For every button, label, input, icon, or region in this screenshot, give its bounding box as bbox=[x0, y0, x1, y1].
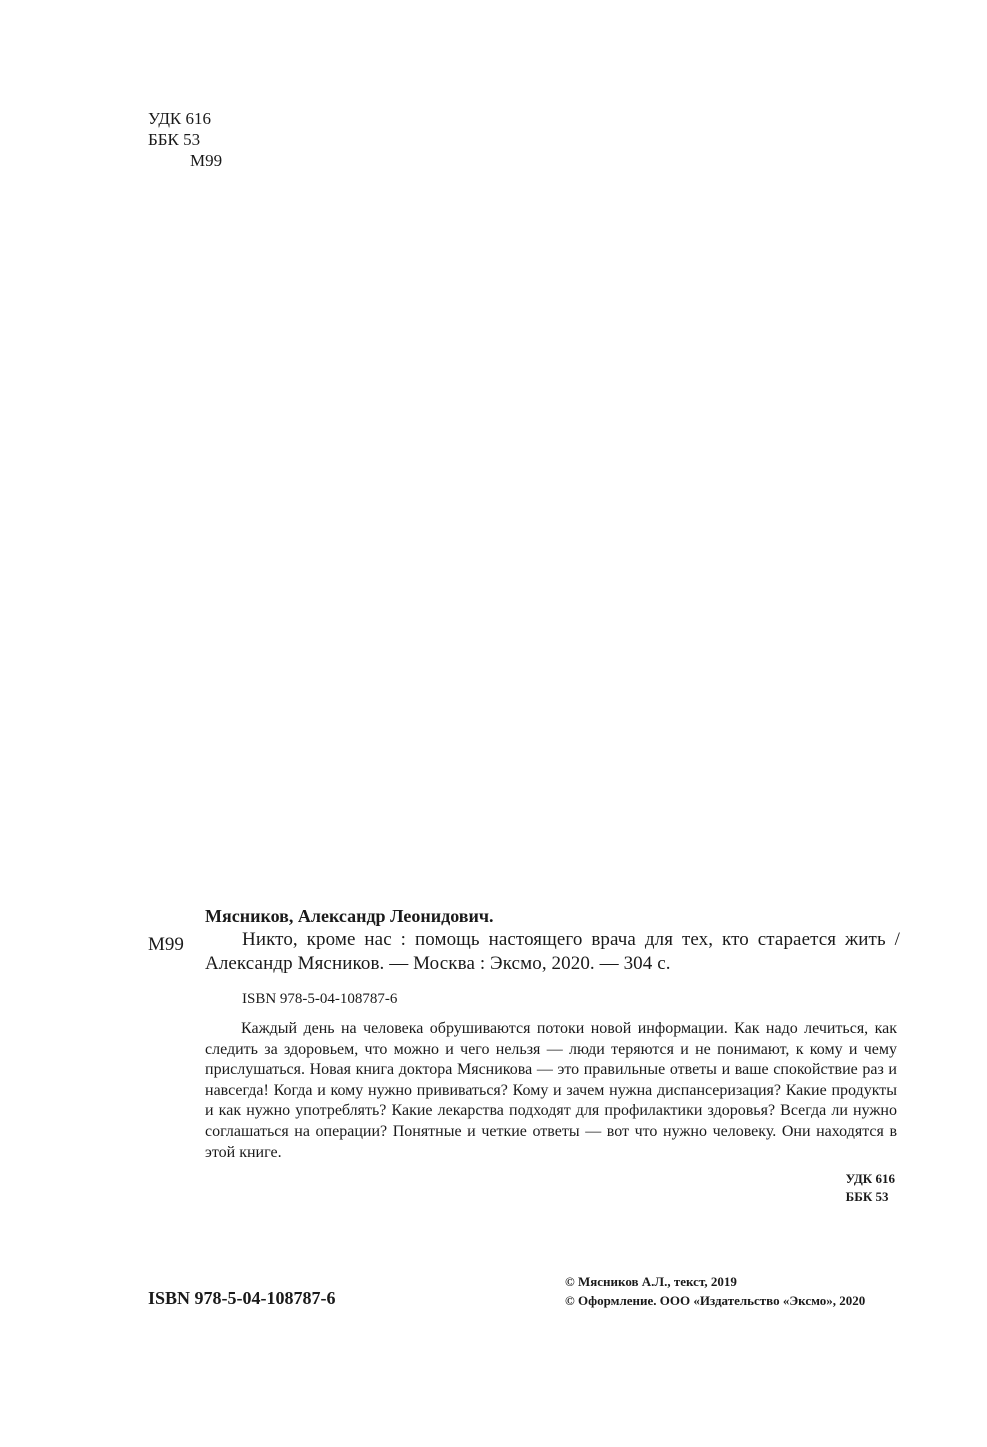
bibliographic-description: Никто, кроме нас : помощь настоящего врача для тех, кто старается жить / Александр Мясников. — Москва : Эксмо, 2020. — 304 с. bbox=[205, 929, 900, 974]
bbk-code: ББК 53 bbox=[148, 130, 201, 149]
isbn-line: ISBN 978-5-04-108787-6 bbox=[242, 991, 398, 1007]
udk-code-bottom: УДК 616 bbox=[845, 1171, 895, 1186]
side-author-mark: М99 bbox=[148, 934, 184, 955]
top-classification bbox=[148, 108, 222, 171]
copyright-text: © Мясников А.Л., текст, 2019 bbox=[565, 1274, 737, 1289]
udk-code: УДК 616 bbox=[148, 109, 212, 128]
isbn-bold: ISBN 978-5-04-108787-6 bbox=[148, 1288, 336, 1308]
catalog-record bbox=[205, 905, 900, 1163]
bottom-classification bbox=[846, 1170, 895, 1206]
annotation: Каждый день на человека обрушиваются потоки новой информации. Как надо лечиться, как следить за здоровьем, что можно и чего нельзя — люди теряются и не понимают, к кому и чему прислушаться. Новая книга доктора Мясникова — это правильные ответы и ваше спокойствие раз и навсегда! Когда и кому нужно прививаться? Кому и зачем нужна диспансеризация? Какие продукты и как нужно употреблять? Какие лекарства подходят для профилактики здоровья? Всегда ли нужно соглашаться на операции? Понятные и четкие ответы — вот что нужно человеку. Они находятся в этой книге. bbox=[205, 1020, 897, 1161]
author-mark: М99 bbox=[190, 151, 223, 170]
copyright-design: © Оформление. ООО «Издательство «Эксмо», 2020 bbox=[565, 1293, 866, 1308]
author-heading: Мясников, Александр Леонидович. bbox=[205, 906, 494, 926]
bbk-code-bottom: ББК 53 bbox=[845, 1189, 889, 1204]
copyright-block bbox=[565, 1272, 865, 1310]
